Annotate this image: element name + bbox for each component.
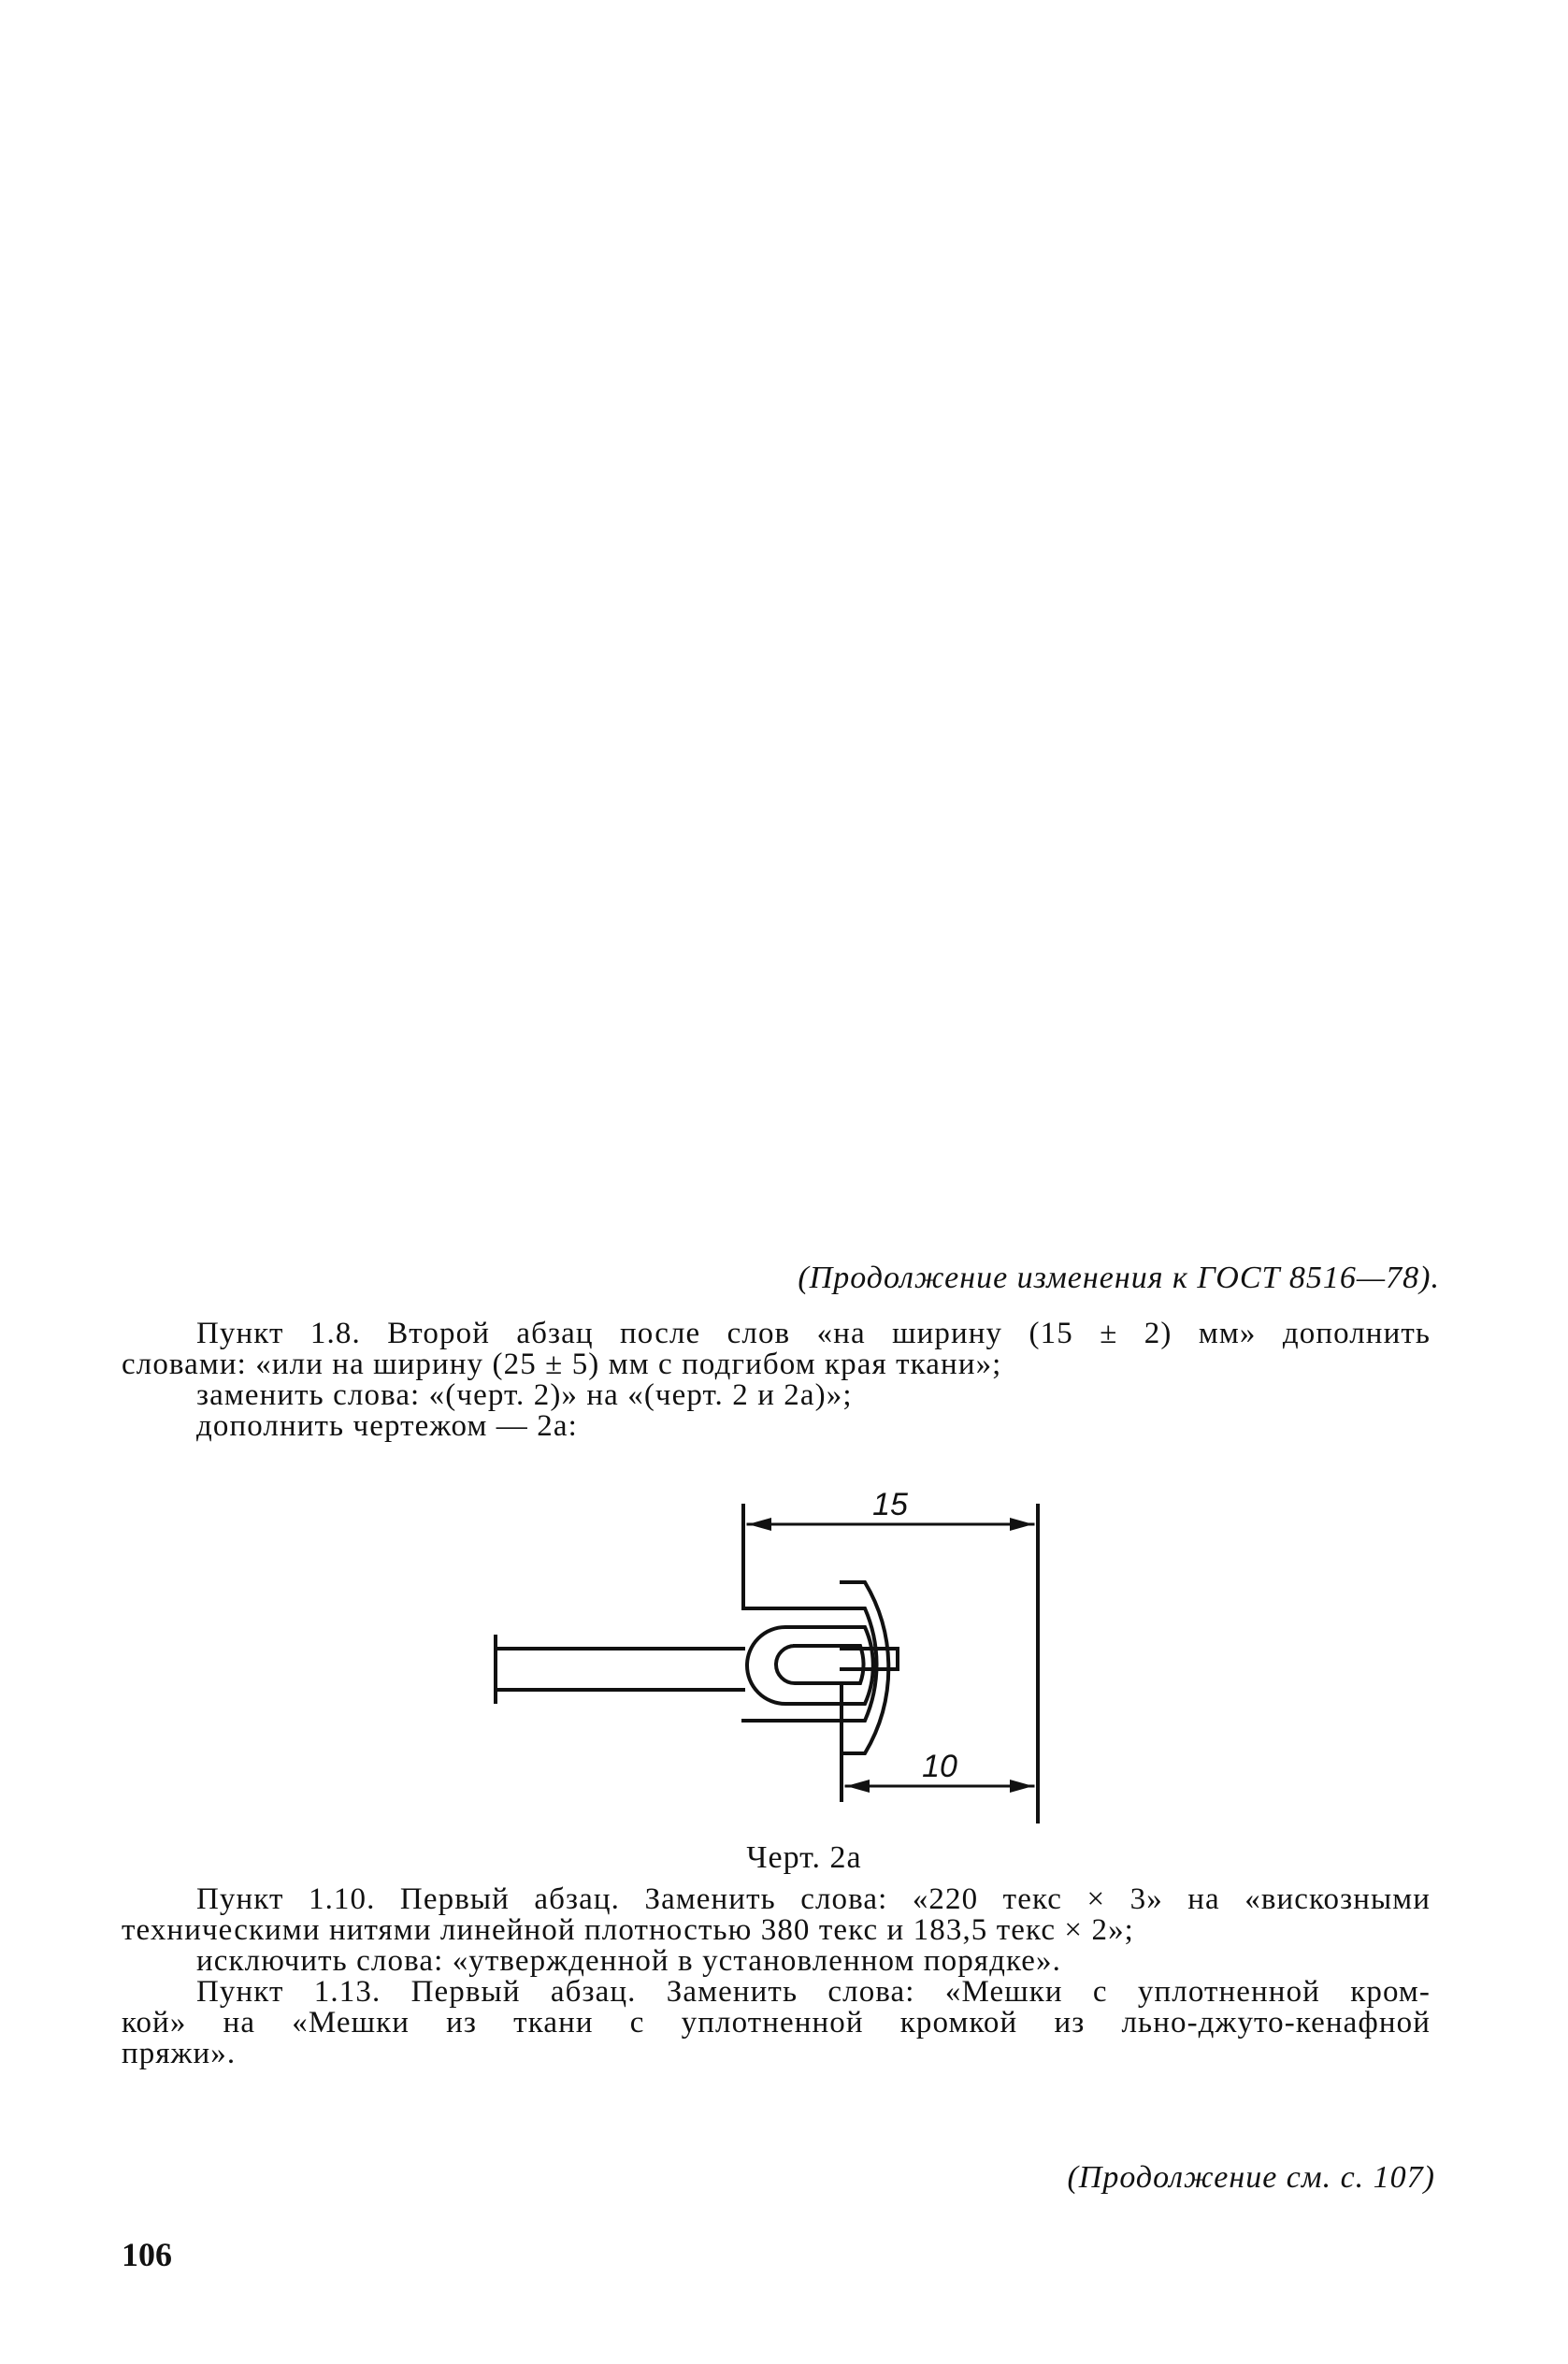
paragraph-line: словами: «или на ширину (25 ± 5) мм с подгибом края ткани»; — [122, 1348, 1002, 1381]
paragraph-line: Пункт 1.10. Первый абзац. Заменить слова: «220 текс × 3» на «вискозными — [196, 1882, 1431, 1916]
arrowhead — [1010, 1780, 1033, 1793]
arrowhead — [748, 1518, 771, 1531]
arrowhead — [1010, 1518, 1033, 1531]
paragraph-line: кой» на «Мешки из ткани с уплотненной кромкой из льно-джуто-кенафной — [122, 2006, 1431, 2040]
paragraph-line: Пункт 1.8. Второй абзац после слов «на ширину (15 ± 2) мм» дополнить — [196, 1317, 1431, 1350]
fold-inner-loop — [747, 1627, 873, 1704]
paragraph-line: исключить слова: «утвержденной в установленном порядке». — [196, 1944, 1061, 1978]
figure-caption: Черт. 2а — [746, 1840, 862, 1875]
paragraph-line: пряжи». — [122, 2037, 237, 2070]
paragraph-line: заменить слова: «(черт. 2)» на «(черт. 2 и 2а)»; — [196, 1378, 853, 1412]
continuation-footer: (Продолжение см. с. 107) — [1067, 2160, 1435, 2195]
paragraph-1-8 — [122, 1319, 1431, 1442]
paragraph-line: техническими нитями линейной плотностью 380 текс и 183,5 текс × 2»; — [122, 1913, 1134, 1947]
continuation-header: (Продолжение изменения к ГОСТ 8516—78). — [798, 1261, 1440, 1295]
paragraph-line: Пункт 1.13. Первый абзац. Заменить слова: «Мешки с уплотненной кром- — [196, 1975, 1431, 2009]
fold-core-loop — [776, 1646, 863, 1683]
dimension-label-top: 15 — [872, 1487, 908, 1522]
paragraph-1-10-1-13 — [122, 1884, 1431, 2069]
arrowhead — [846, 1780, 870, 1793]
edge-fold-drawing — [486, 1487, 1066, 1823]
paragraph-line: дополнить чертежом — 2а: — [196, 1409, 578, 1443]
page-number: 106 — [122, 2236, 172, 2273]
dimension-label-bottom: 10 — [922, 1749, 957, 1784]
